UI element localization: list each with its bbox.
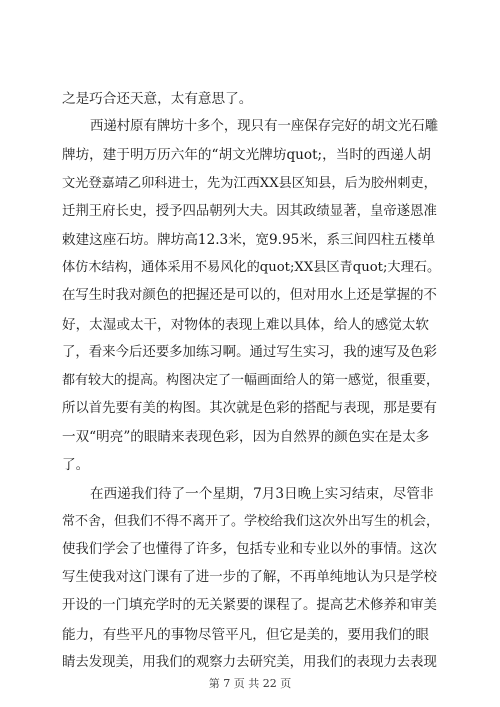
text-line: 开设的一门填充学时的无关紧要的课程了。提高艺术修养和审美 (62, 598, 437, 614)
text-line: 常不舍，但我们不得不离开了。学校给我们这次外出写生的机会， (62, 513, 440, 529)
text-line: 使我们学会了也懂得了许多，包括专业和专业以外的事情。这次 (62, 542, 437, 557)
text-line: 所以首先要有美的构图。其次就是色彩的搭配与表现，那是要有 (62, 401, 437, 417)
text-line: 好，太湿或太干，对物体的表现上难以具体，给人的感觉太软 (62, 316, 430, 333)
text-line: 能力，有些平凡的事物尽管平凡，但它是美的，要用我们的眼 (62, 626, 430, 643)
text-line: 都有较大的提高。构图决定了一幅画面给人的第一感觉，很重要， (62, 372, 440, 388)
paragraph-start-line: 在西递我们待了一个星期，7月3日晚上实习结束，尽管非 (90, 485, 434, 502)
page-footer: 第 7 页 共 22 页 (208, 677, 292, 690)
text-line: 睛去发现美，用我们的观察力去研究美，用我们的表现力去表现 (62, 654, 437, 670)
text-line: 牌坊，建于明万历六年的“胡文光牌坊quot;，当时的西递人胡 (62, 147, 431, 164)
text-line: 之是巧合还天意，太有意思了。 (62, 91, 253, 107)
text-line: 了，看来今后还要多加练习啊。通过写生实习，我的速写及色彩 (62, 344, 437, 360)
text-line: 迁荆王府长史，授予四品朝列大夫。因其政绩显著，皇帝遂恩准 (62, 203, 437, 219)
text-line: 文光登嘉靖乙卯科进士，先为江西XX县区知县，后为胶州刺吏， (62, 175, 437, 191)
text-line: 了。 (62, 457, 90, 474)
text-line: 写生使我对这门课有了进一步的了解，不再单纯地认为只是学校 (62, 570, 437, 586)
document-body (62, 85, 442, 677)
text-line: 体仿木结构，通体采用不易风化的quot;XX县区青quot;大理石。 (62, 260, 441, 276)
paragraph-start-line: 西递村原有牌坊十多个，现只有一座保存完好的胡文光石雕 (90, 119, 439, 135)
text-line: 在写生时我对颜色的把握还是可以的，但对用水上还是掌握的不 (62, 288, 437, 304)
text-line: 一双“明亮”的眼睛来表现色彩，因为自然界的颜色实在是太多 (62, 429, 430, 446)
text-line: 敕建这座石坊。牌坊高12.3米，宽9.95米，系三间四柱五楼单 (62, 231, 436, 248)
